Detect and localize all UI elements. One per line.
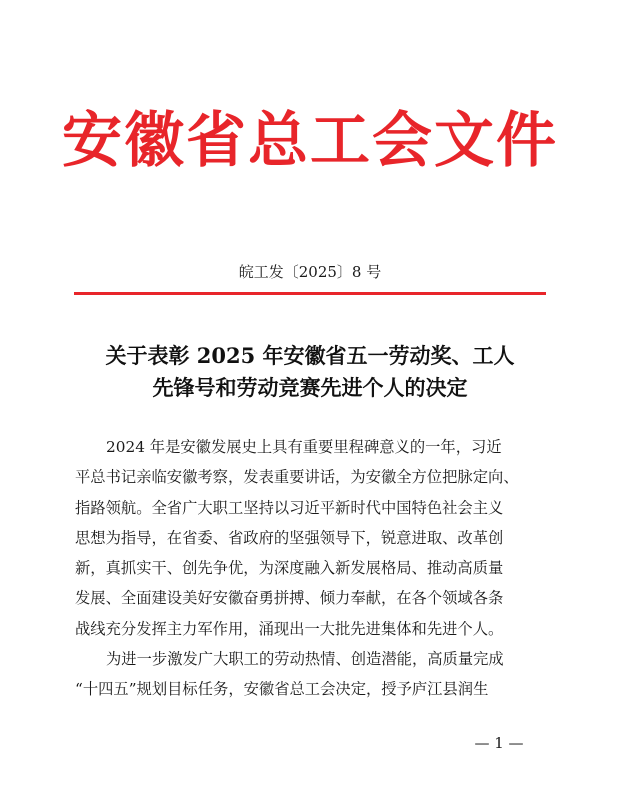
document-header-title: 安徽省总工会文件 bbox=[62, 106, 558, 176]
paragraph-line: 发展、全面建设美好安徽奋勇拼搏、倾力奉献，在各个领域各条 bbox=[75, 589, 504, 608]
header-red-rule bbox=[74, 292, 546, 295]
paragraph-line: 平总书记亲临安徽考察，发表重要讲话，为安徽全方位把脉定向、 bbox=[75, 468, 519, 487]
decision-title-line-2: 先锋号和劳动竞赛先进个人的决定 bbox=[152, 375, 468, 400]
page-number: — 1 — bbox=[474, 734, 524, 752]
paragraph-line: 新，真抓实干、创先争优，为深度融入新发展格局、推动高质量 bbox=[75, 559, 504, 578]
paragraph-line: 2024 年是安徽发展史上具有重要里程碑意义的一年，习近 bbox=[106, 438, 502, 456]
document-number: 皖工发〔2025〕8 号 bbox=[238, 263, 382, 281]
paragraph-line: “十四五”规划目标任务，安徽省总工会决定，授予庐江县润生 bbox=[75, 680, 489, 699]
paragraph-line: 为进一步激发广大职工的劳动热情、创造潜能，高质量完成 bbox=[106, 650, 504, 669]
paragraph-line: 战线充分发挥主力军作用，涌现出一大批先进集体和先进个人。 bbox=[75, 619, 504, 638]
paragraph-line: 思想为指导，在省委、省政府的坚强领导下，锐意进取、改革创 bbox=[75, 528, 504, 547]
paragraph-line: 指路领航。全省广大职工坚持以习近平新时代中国特色社会主义 bbox=[75, 498, 504, 517]
decision-title bbox=[40, 340, 580, 404]
body-text bbox=[75, 432, 550, 705]
decision-title-line-1: 关于表彰 2025 年安徽省五一劳动奖、工人 bbox=[105, 343, 515, 368]
